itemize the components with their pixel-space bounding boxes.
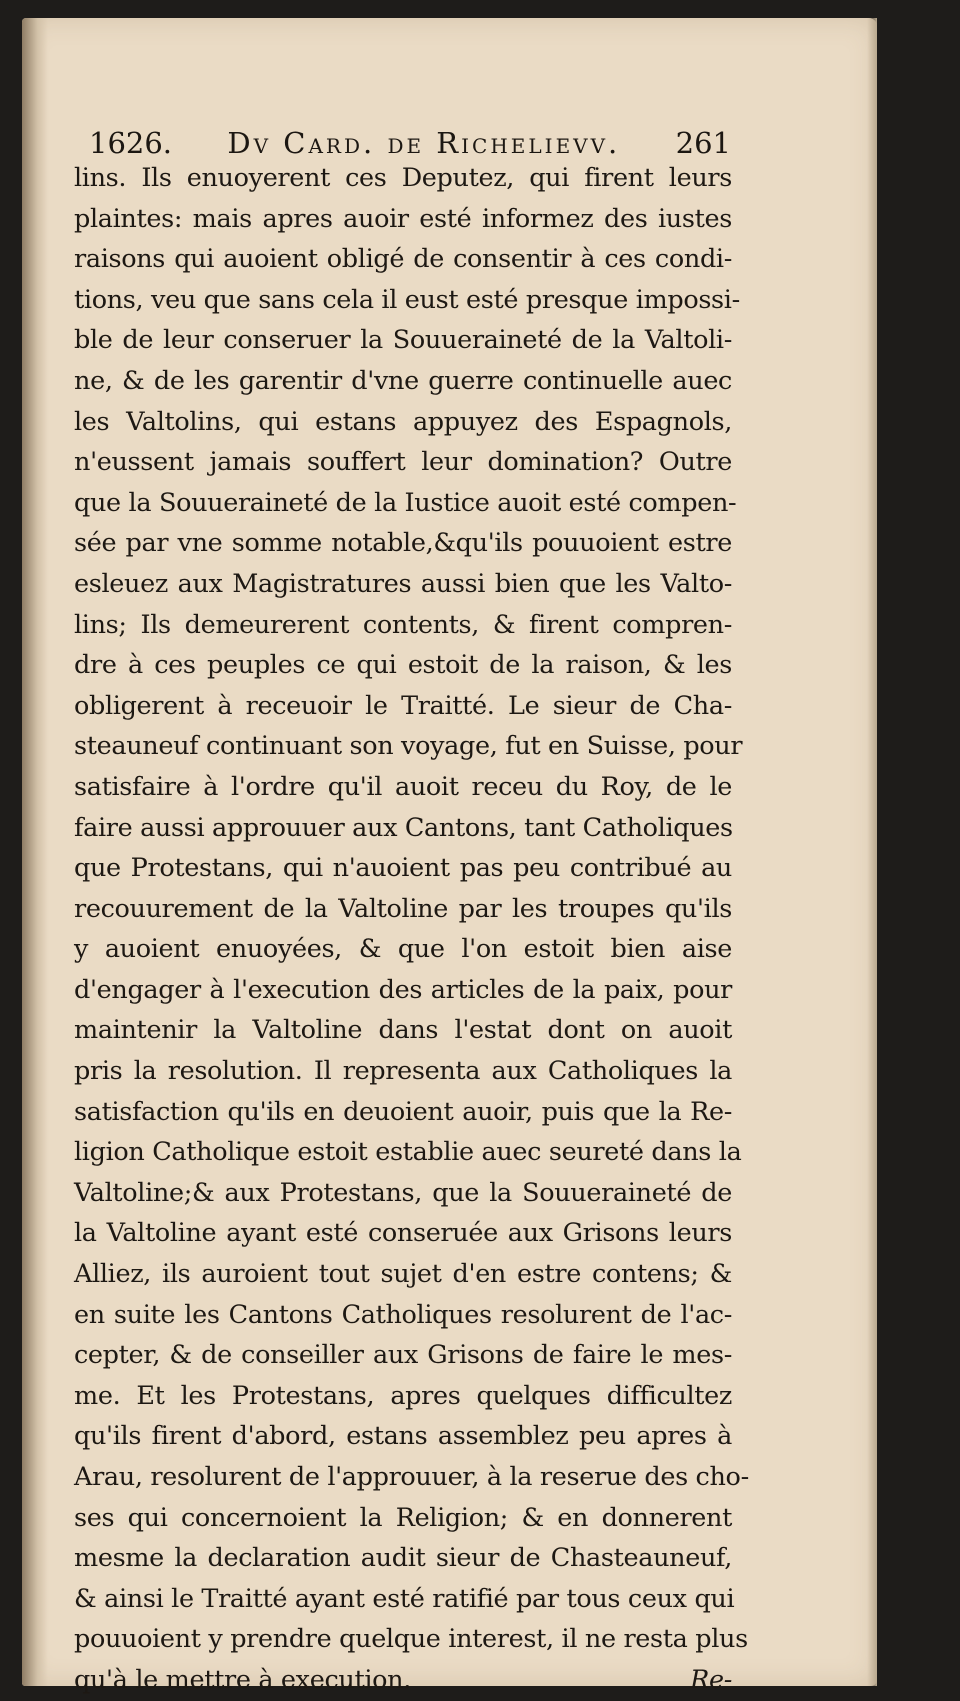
text-line: satisfaction qu'ils en deuoient auoir, puis que la Re- xyxy=(74,1096,732,1127)
text-line: n'eussent jamais souffert leur domination? Outre xyxy=(74,447,732,478)
running-header xyxy=(89,126,731,160)
text-line: en suite les Cantons Catholiques resolurent de l'ac- xyxy=(74,1299,732,1330)
text-line: cepter, & de conseiller aux Grisons de faire le mes- xyxy=(74,1340,732,1371)
page-gutter-shadow xyxy=(22,18,48,1686)
text-line: faire aussi approuuer aux Cantons, tant Catholiques xyxy=(74,812,733,843)
text-line: lins; Ils demeurerent contents, & firent compren- xyxy=(74,609,732,640)
text-line: y auoient enuoyées, & que l'on estoit bien aise xyxy=(74,934,732,965)
text-line: raisons qui auoient obligé de consentir à ces condi- xyxy=(74,244,732,275)
running-title: Dv Card. de Richelievv. xyxy=(227,126,621,160)
text-line: maintenir la Valtoline dans l'estat dont on auoit xyxy=(74,1015,732,1046)
text-line: sée par vne somme notable,&qu'ils pouuoient estre xyxy=(74,528,732,559)
text-line: que Protestans, qui n'auoient pas peu contribué au xyxy=(74,853,732,884)
page-edge xyxy=(867,18,877,1686)
text-line: Alliez, ils auroient tout sujet d'en estre contens; & xyxy=(74,1259,732,1290)
text-line: pris la resolution. Il representa aux Catholiques la xyxy=(74,1056,732,1087)
text-line: plaintes: mais apres auoir esté informez des iustes xyxy=(74,203,732,234)
text-line: lins. Ils enuoyerent ces Deputez, qui firent leurs xyxy=(74,163,732,193)
text-line: pouuoient y prendre quelque interest, il ne resta plus xyxy=(74,1624,748,1655)
text-line: esleuez aux Magistratures aussi bien que les Valto- xyxy=(74,568,732,599)
text-line: dre à ces peuples ce qui estoit de la raison, & les xyxy=(74,650,732,681)
page-number: 261 xyxy=(675,126,731,160)
last-line-text: qu'à le mettre à execution. xyxy=(74,1664,411,1695)
text-line: ne, & de les garentir d'vne guerre continuelle auec xyxy=(74,365,732,396)
text-line: la Valtoline ayant esté conseruée aux Grisons leurs xyxy=(74,1218,732,1249)
text-line: me. Et les Protestans, apres quelques difficultez xyxy=(74,1380,732,1411)
text-line: & ainsi le Traitté ayant esté ratifié par tous ceux qui xyxy=(74,1583,735,1614)
text-line: Arau, resolurent de l'approuuer, à la reserue des cho- xyxy=(74,1462,749,1492)
text-line: Valtoline;& aux Protestans, que la Souueraineté de xyxy=(74,1177,732,1208)
text-line: ses qui concernoient la Religion; & en donnerent xyxy=(74,1502,732,1533)
text-line-last xyxy=(74,1660,732,1701)
body-text xyxy=(74,158,749,1701)
text-line: recouurement de la Valtoline par les troupes qu'ils xyxy=(74,893,732,924)
header-year: 1626. xyxy=(89,126,173,160)
text-line: qu'ils firent d'abord, estans assemblez peu apres à xyxy=(74,1421,732,1452)
text-line: ligion Catholique estoit establie auec seureté dans la xyxy=(74,1137,742,1168)
catchword: Re- xyxy=(690,1664,732,1695)
text-line: obligerent à receuoir le Traitté. Le sieur de Cha- xyxy=(74,690,732,721)
text-line: mesme la declaration audit sieur de Chasteauneuf, xyxy=(74,1543,732,1574)
text-line: satisfaire à l'ordre qu'il auoit receu du Roy, de le xyxy=(74,771,732,802)
text-line: tions, veu que sans cela il eust esté presque impossi- xyxy=(74,284,740,315)
text-line: d'engager à l'execution des articles de la paix, pour xyxy=(74,974,732,1005)
text-line: que la Souueraineté de la Iustice auoit esté compen- xyxy=(74,487,737,518)
text-line: ble de leur conseruer la Souueraineté de la Valtoli- xyxy=(74,325,732,356)
text-line: les Valtolins, qui estans appuyez des Espagnols, xyxy=(74,406,732,437)
text-line: steauneuf continuant son voyage, fut en Suisse, pour xyxy=(74,731,743,762)
book-page xyxy=(22,18,877,1695)
